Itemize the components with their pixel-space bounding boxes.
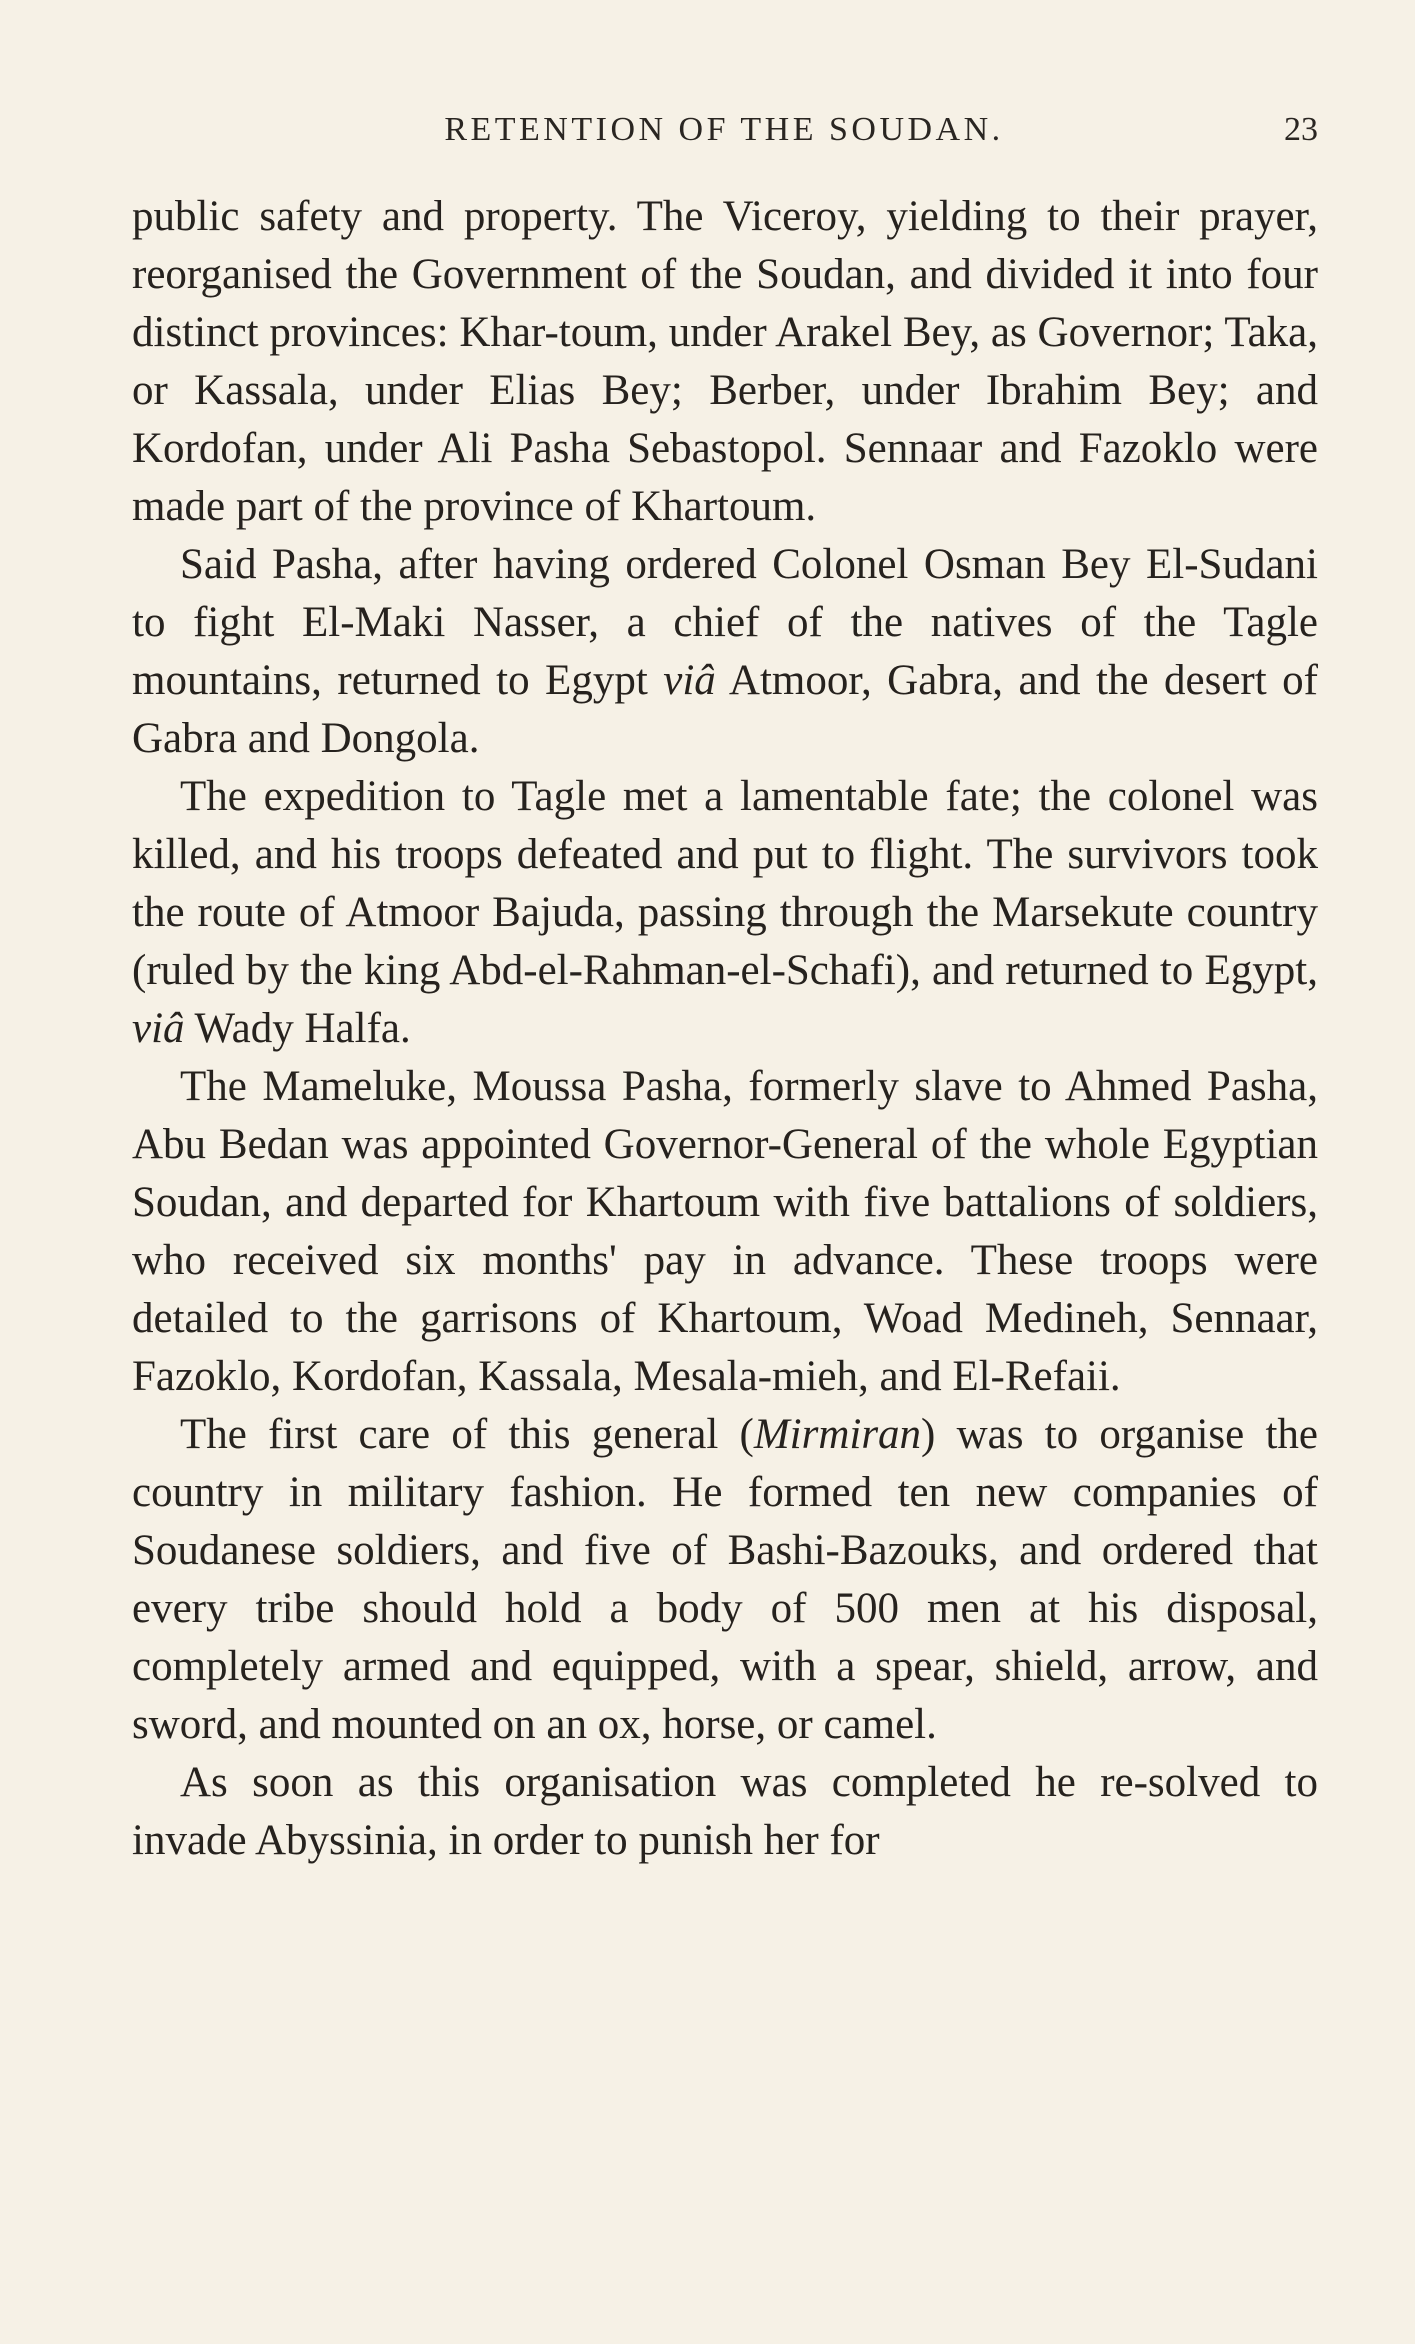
page-number: 23 [1284, 111, 1318, 148]
paragraph-text: ) was to organise the country in military fashion. He formed ten new companies of Soudanese soldiers, and five of Bashi-Bazouks, and ordered that every tribe should hold a body of 500 men at his disposal, completely armed and equipped, with a spear, shield, arrow, and sword, and mounted on an ox, horse, or camel. [132, 1411, 1318, 1748]
paragraph-text: The expedition to Tagle met a lamentable fate; the colonel was killed, and his troops defeated and put to flight. The survivors took the route of Atmoor Bajuda, passing through the Marsekute country (ruled by the king Abd-el-Rahman-el-Schafi), and returned to Egypt, [132, 773, 1318, 994]
paragraph [132, 536, 1318, 768]
paragraph-text: The Mameluke, Moussa Pasha, formerly slave to Ahmed Pasha, Abu Bedan was appointed Governor-General of the whole Egyptian Soudan, and departed for Khartoum with five battalions of soldiers, who received six months' pay in advance. These troops were detailed to the garrisons of Khartoum, Woad Medineh, Sennaar, Fazoklo, Kordofan, Kassala, Mesala-mieh, and El-Refaii. [132, 1063, 1318, 1400]
running-head [130, 100, 1318, 160]
paragraph-text: Atmoor, Gabra, and the desert of Gabra and Dongola. [132, 657, 1318, 762]
paragraph-text: public safety and property. The Viceroy, yielding to their prayer, reorganised the Government of the Soudan, and divided it into four distinct provinces: Khar-toum, under Arakel Bey, as Governor; Taka, or Kassala, under Elias Bey; Berber, under Ibrahim Bey; and Kordofan, under Ali Pasha Sebastopol. Sennaar and Fazoklo were made part of the province of Khartoum. [132, 193, 1318, 530]
italic-word: viâ [663, 657, 716, 704]
paragraph [132, 188, 1318, 536]
running-title: RETENTION OF THE SOUDAN. [444, 111, 1004, 148]
paragraph [132, 1058, 1318, 1406]
paragraph [132, 768, 1318, 1058]
body-text [132, 188, 1318, 1870]
paragraph-text: Said Pasha, after having ordered Colonel Osman Bey El-Sudani to fight El-Maki Nasser, a chief of the natives of the Tagle mountains, returned to Egypt [132, 541, 1318, 704]
italic-word: viâ [132, 1005, 185, 1052]
paragraph [132, 1406, 1318, 1754]
italic-word: Mirmiran [753, 1411, 922, 1458]
paragraph [132, 1754, 1318, 1870]
paragraph-text: Wady Halfa. [184, 1005, 411, 1052]
paragraph-text: The first care of this general ( [180, 1411, 754, 1458]
paragraph-text: As soon as this organisation was completed he re-solved to invade Abyssinia, in order to punish her for [132, 1759, 1318, 1864]
